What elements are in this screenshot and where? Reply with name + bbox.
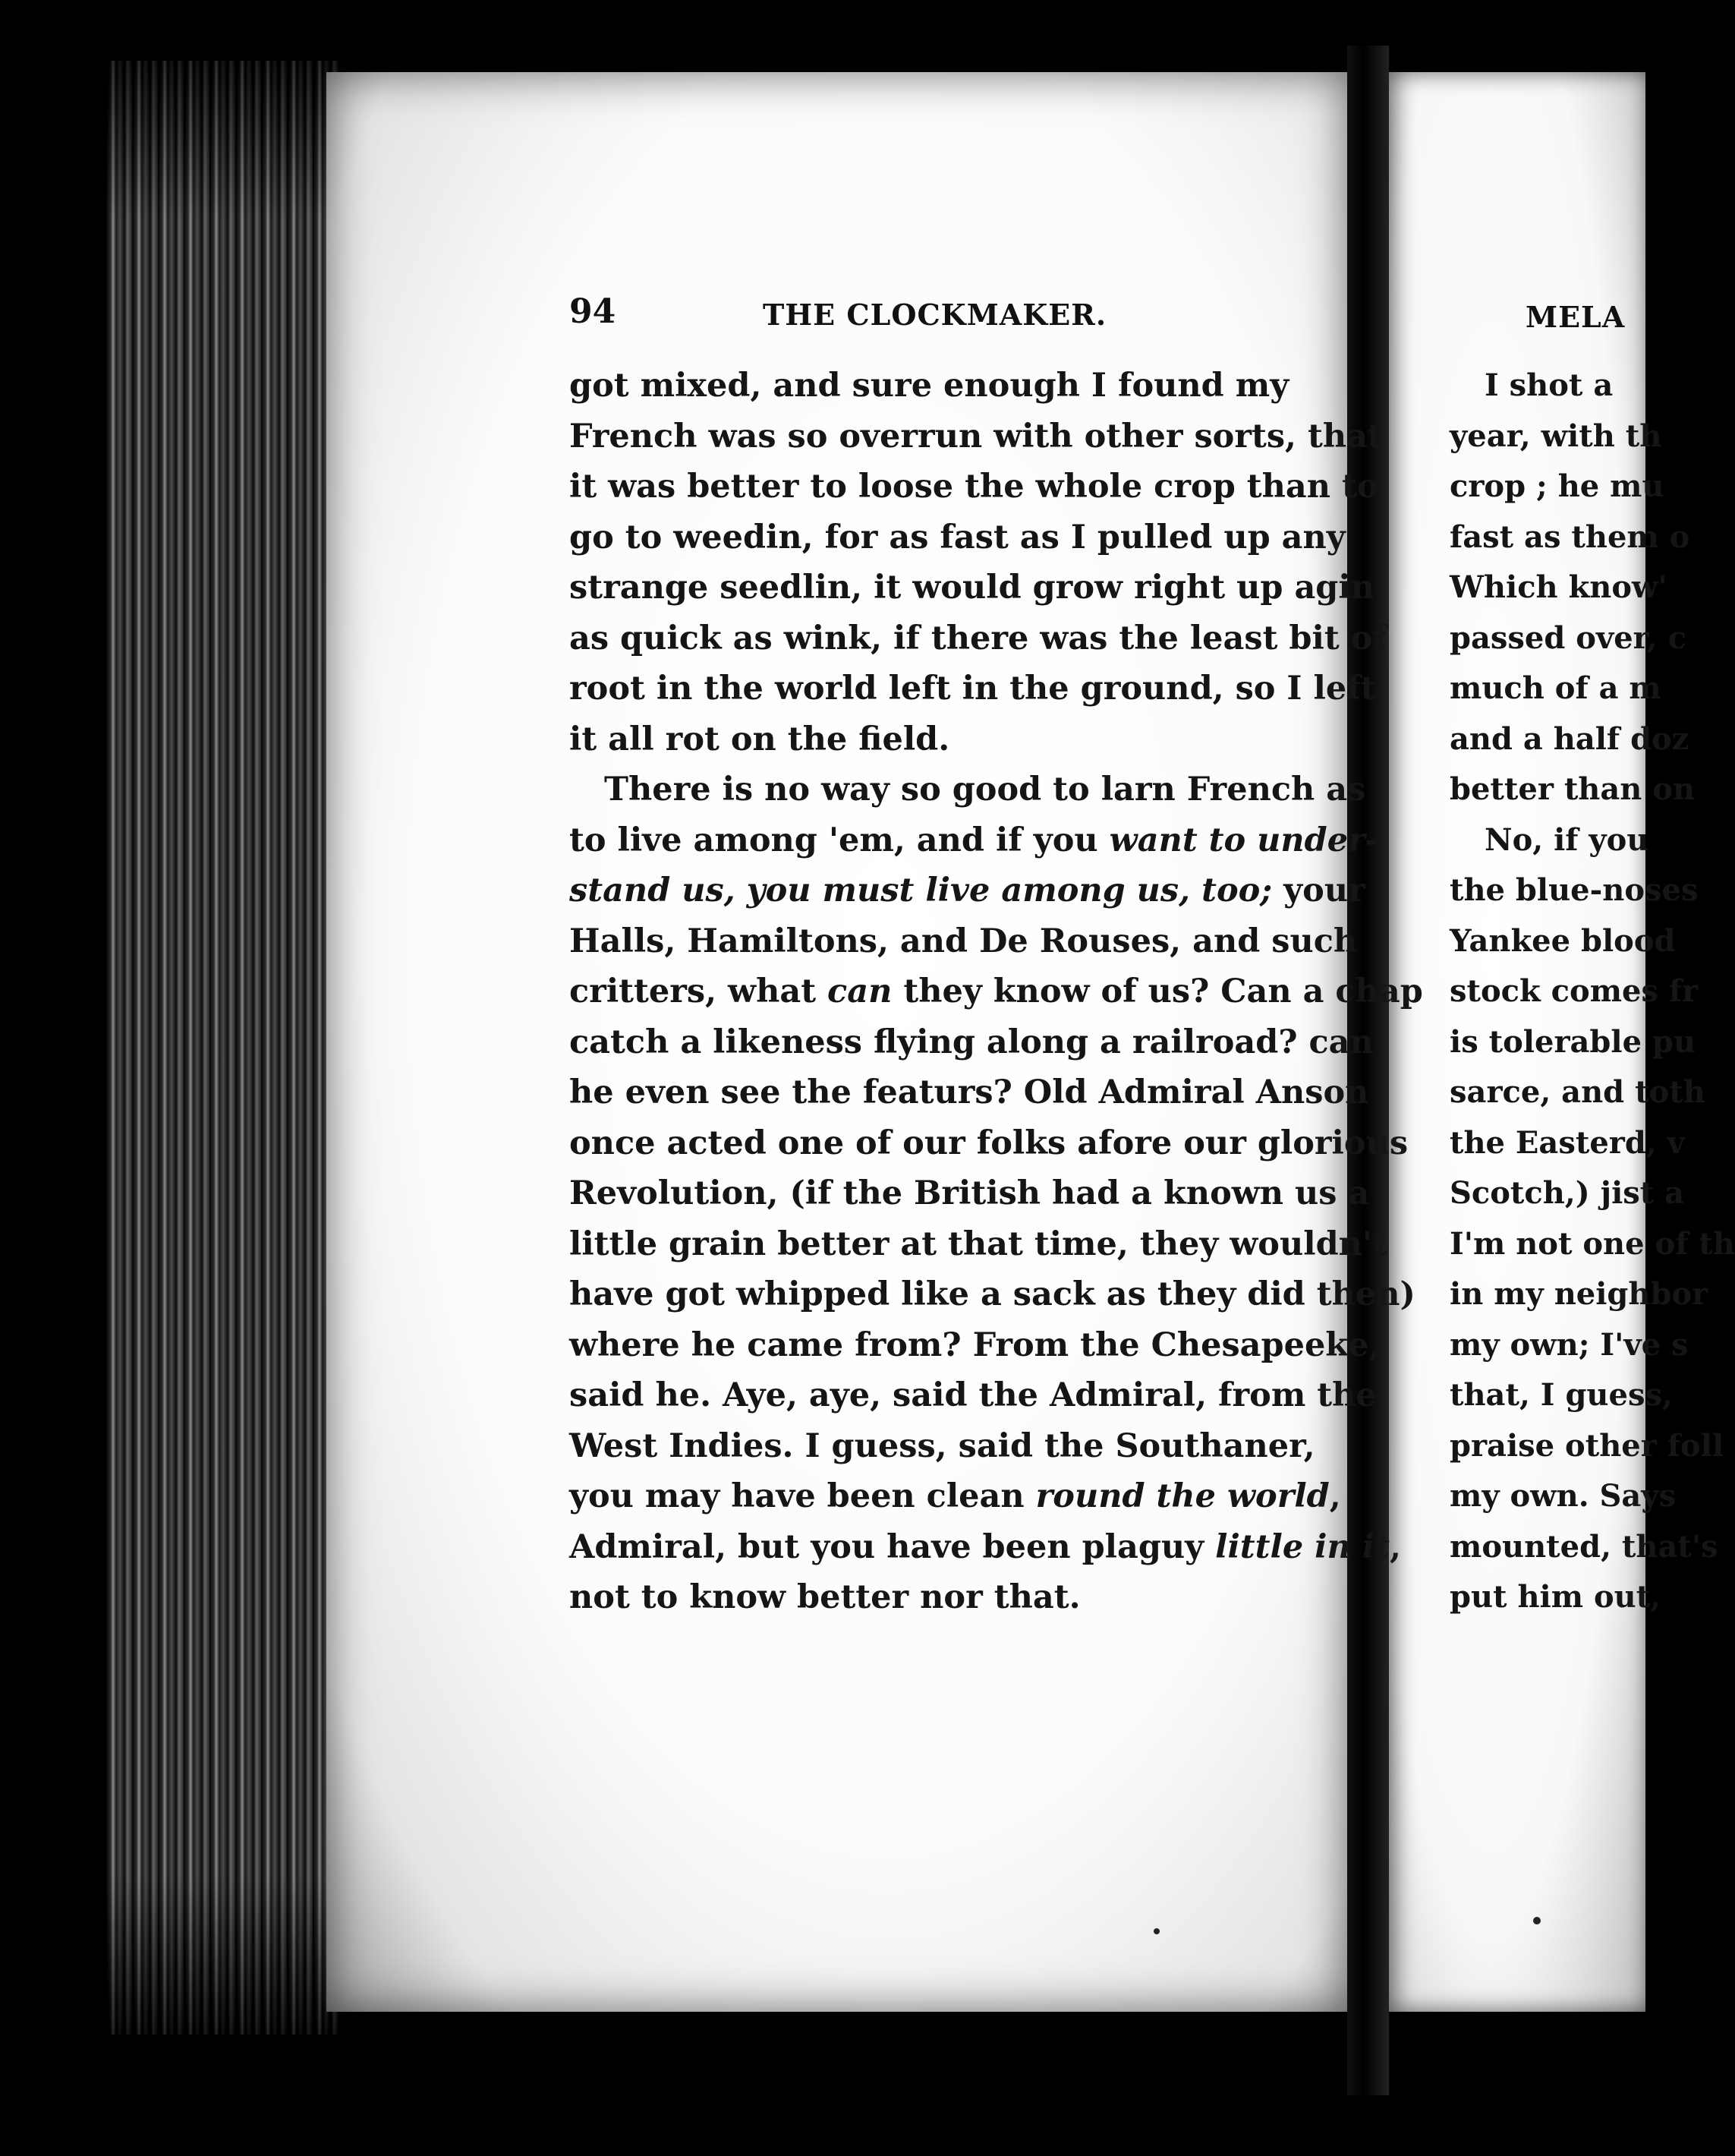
text-line [569, 1320, 1381, 1371]
text-line: passed over, c [1450, 619, 1687, 656]
text-line [569, 1067, 1369, 1118]
text-line [569, 714, 1267, 765]
text-line [569, 1168, 1370, 1219]
italic-text: little in it [1215, 1527, 1390, 1566]
text-line: better than on [1450, 771, 1696, 807]
text-segment: Halls, Hamiltons, and De Rouses, and such [569, 922, 1358, 960]
text-line: mounted, that's [1450, 1528, 1718, 1565]
text-segment: as quick as wink, if there was the least bit of [569, 619, 1387, 657]
text-line [569, 865, 1365, 916]
text-segment: go to weedin, for as fast as I pulled up any [569, 518, 1346, 556]
text-segment: strange seedlin, it would grow right up agin [569, 569, 1374, 607]
text-line: Scotch,) jist a [1450, 1175, 1685, 1211]
text-line: crop ; he mu [1450, 468, 1664, 504]
text-segment: not to know better nor that. [569, 1578, 1081, 1616]
text-segment: West Indies. I guess, said the Southaner, [569, 1426, 1315, 1465]
text-segment: he even see the featurs? Old Admiral Anson [569, 1073, 1369, 1111]
text-line [569, 1017, 1374, 1068]
text-line: Which know' [1450, 569, 1667, 605]
text-segment: root in the world left in the ground, so I left [569, 670, 1376, 708]
text-line [569, 1370, 1377, 1421]
italic-text: round the world [1035, 1477, 1330, 1515]
text-line [569, 1269, 1415, 1320]
text-line: is tolerable pu [1450, 1023, 1696, 1060]
text-line: my own. Says [1450, 1478, 1677, 1514]
text-segment: it was better to loose the whole crop than to [569, 468, 1379, 506]
text-line [569, 1421, 1315, 1472]
text-line: I'm not one of th [1450, 1225, 1735, 1262]
text-line [569, 815, 1379, 866]
text-line [569, 664, 1376, 714]
text-segment: , [1389, 1527, 1401, 1566]
text-line: the Easterd, v [1450, 1124, 1685, 1161]
italic-text: want to under- [1109, 821, 1379, 859]
text-segment: have got whipped like a sack as they did then) [569, 1275, 1415, 1313]
italic-text: stand us, you must live among us, too; [569, 872, 1273, 909]
text-segment: Admiral, but you have been plaguy [569, 1527, 1216, 1566]
text-segment: got mixed, and sure enough I found my [569, 367, 1289, 405]
page-number: 94 [569, 292, 616, 331]
text-line [569, 613, 1387, 664]
italic-text: can [827, 972, 893, 1010]
text-segment: they know of us? Can a chap [892, 972, 1423, 1010]
text-line [569, 1118, 1409, 1169]
text-segment: critters, what [569, 972, 828, 1010]
text-segment: , [1329, 1477, 1341, 1515]
text-line: year, with th [1450, 418, 1662, 454]
text-line: Yankee blood [1450, 922, 1676, 959]
text-line: that, I guess, [1450, 1377, 1673, 1413]
right-running-head: MELA [1526, 300, 1626, 334]
text-line [569, 411, 1383, 462]
text-line: No, if you [1485, 821, 1649, 858]
text-line [569, 512, 1346, 563]
book-gutter [1347, 46, 1389, 2095]
text-segment: little grain better at that time, they wouldn't [569, 1225, 1387, 1263]
right-page-text [1450, 361, 1735, 1623]
left-page-text [569, 361, 1423, 1623]
text-line: stock comes fr [1450, 973, 1699, 1009]
text-line [569, 764, 1366, 815]
text-line: sarce, and toth [1450, 1074, 1705, 1110]
book-page-edges [106, 61, 342, 2035]
text-segment: French was so overrun with other sorts, that [569, 417, 1383, 455]
text-segment: Revolution, (if the British had a known us a [569, 1174, 1370, 1212]
text-line: much of a m [1450, 670, 1661, 706]
text-line [569, 1522, 1401, 1573]
text-line [569, 916, 1358, 967]
text-line: fast as them o [1450, 519, 1690, 555]
text-segment: said he. Aye, aye, said the Admiral, from the [569, 1376, 1377, 1414]
text-segment: catch a likeness flying along a railroad? can [569, 1023, 1374, 1061]
text-line [569, 1219, 1387, 1270]
text-line: in my neighbor [1450, 1276, 1708, 1312]
text-line [569, 966, 1423, 1017]
text-line [569, 1572, 1267, 1623]
text-line [569, 1471, 1341, 1522]
text-line: my own; I've s [1450, 1326, 1689, 1363]
text-line: put him out, [1450, 1579, 1661, 1615]
text-segment: to live among 'em, and if you [569, 821, 1110, 859]
text-line [569, 462, 1379, 512]
text-segment: your [1272, 872, 1365, 909]
text-line: I shot a [1485, 367, 1614, 403]
text-line [569, 361, 1289, 411]
text-segment: you may have been clean [569, 1477, 1036, 1515]
running-head: THE CLOCKMAKER. [763, 298, 1107, 332]
text-segment: once acted one of our folks afore our glorious [569, 1124, 1409, 1162]
ink-speck [1533, 1917, 1541, 1924]
text-line: and a half doz [1450, 720, 1689, 757]
text-segment: where he came from? From the Chesapeeke, [569, 1325, 1381, 1364]
text-segment: There is no way so good to larn French as [604, 771, 1366, 808]
text-line [569, 563, 1374, 613]
text-line: the blue-noses [1450, 872, 1699, 908]
text-line: praise other foll [1450, 1427, 1724, 1464]
text-segment: it all rot on the field. [569, 720, 950, 758]
ink-speck [1154, 1928, 1160, 1934]
right-page [1389, 72, 1735, 2012]
